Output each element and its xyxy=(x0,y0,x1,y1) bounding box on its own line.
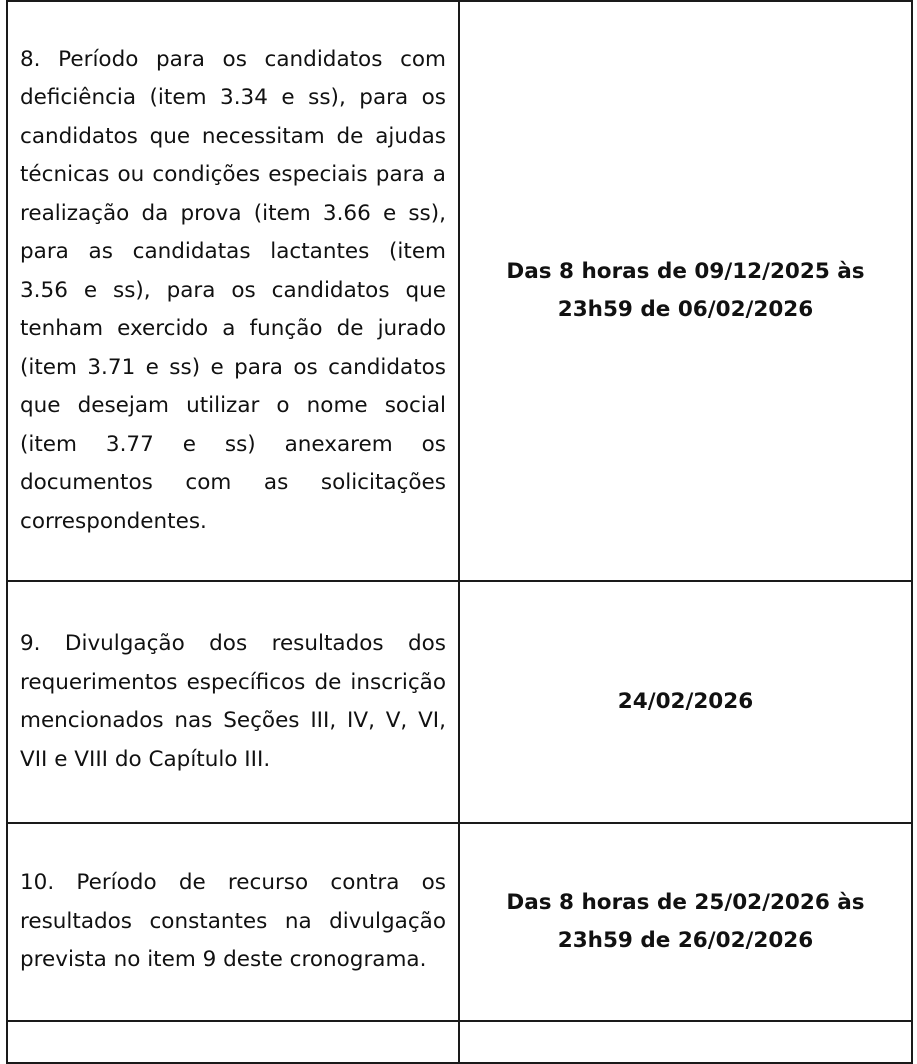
row-date-line2: 23h59 de 06/02/2026 xyxy=(557,297,814,322)
description-cell xyxy=(7,581,459,823)
schedule-table xyxy=(6,0,913,1064)
row-date xyxy=(460,884,911,961)
description-cell xyxy=(7,1,459,581)
row-description: 9. Divulgação dos resultados dos requerimentos específicos de inscrição mencionados nas Seções III, IV, V, VI, VII e VIII do Capítulo III. xyxy=(20,631,446,772)
table-row xyxy=(7,581,912,823)
row-date-line1: Das 8 horas de 25/02/2026 às xyxy=(506,889,865,915)
date-cell xyxy=(459,581,912,823)
row-date-line2: 23h59 de 26/02/2026 xyxy=(557,928,814,953)
table-row xyxy=(7,823,912,1021)
date-cell xyxy=(459,823,912,1021)
row-date-line1: Das 8 horas de 09/12/2025 às xyxy=(506,258,865,284)
table-row xyxy=(7,1,912,581)
row-date xyxy=(460,683,911,722)
row-date xyxy=(460,253,911,330)
row-date-line1: 24/02/2026 xyxy=(617,688,754,714)
description-cell xyxy=(7,823,459,1021)
table-row xyxy=(7,1021,912,1063)
row-description: 8. Período para os candidatos com deficiência (item 3.34 e ss), para os candidatos que necessitam de ajudas técnicas ou condições especiais para a realização da prova (item 3.66 e ss), para as candidatas lactantes (item 3.56 e ss), para os candidatos que tenham exercido a função de jurado (item 3.71 e ss) e para os candidatos que desejam utilizar o nome social (item 3.77 e ss) anexarem os documentos com as solicitações correspondentes. xyxy=(20,46,446,534)
date-cell xyxy=(459,1021,912,1063)
date-cell xyxy=(459,1,912,581)
row-description: 10. Período de recurso contra os resultados constantes na divulgação prevista no item 9 deste cronograma. xyxy=(20,870,446,973)
description-cell xyxy=(7,1021,459,1063)
